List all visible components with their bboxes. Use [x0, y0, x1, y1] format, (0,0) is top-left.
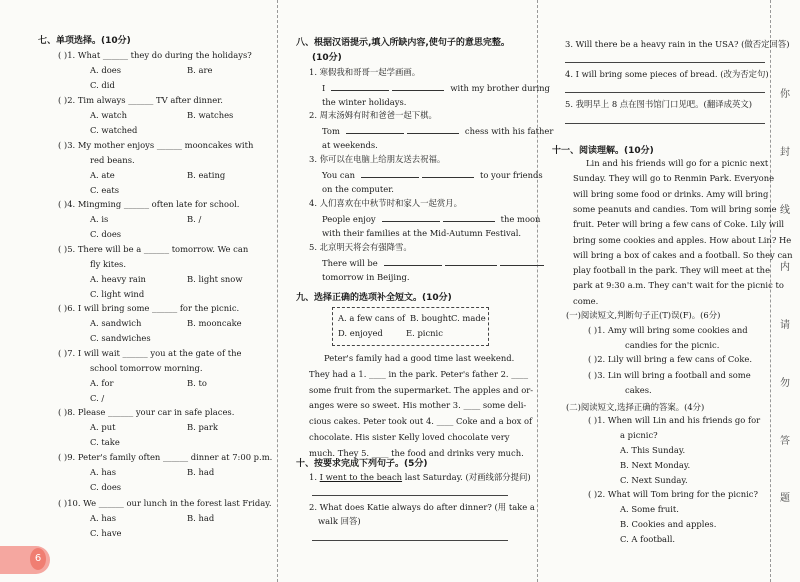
s8-chinese-prompt: 5. 北京明天将会有强降雪。: [309, 242, 412, 252]
s7-option-b: B. mooncake: [187, 318, 242, 328]
s8-fill-line: [322, 82, 550, 93]
s8-fill-prefix: You can: [322, 170, 355, 180]
s7-option-c: C. /: [90, 393, 105, 403]
s7-question-stem: ( )7. I will wait ______ you at the gate of the: [58, 348, 242, 358]
s11-mc-option-b: B. Cookies and apples.: [620, 519, 717, 529]
s7-question-stem: ( )8. Please ______ your car in safe places.: [58, 407, 235, 417]
s8-answer-blank[interactable]: [361, 169, 419, 178]
s7-option-b: B. eating: [187, 170, 226, 180]
s7-option-a: A. put: [90, 422, 116, 432]
s7-option-a: A. sandwich: [90, 318, 142, 328]
s11-passage-line: park at 9:30 a.m. They can't wait for the picnic to: [573, 280, 784, 291]
s8-answer-blank[interactable]: [331, 82, 389, 91]
section8-heading: 八、根据汉语提示,填入所缺内容,使句子的意思完整。: [296, 38, 510, 48]
s7-question-cont: red beans.: [90, 155, 135, 165]
s7-option-a: A. watch: [90, 110, 127, 120]
s10-q1-rest: last Saturday. (对画线部分提问): [404, 472, 531, 482]
s7-option-c: C. have: [90, 528, 122, 538]
s8-fill-line2: tomorrow in Beijing.: [322, 272, 410, 282]
s11-passage-line: will bring some food or drinks. Amy will bring: [573, 188, 769, 199]
s8-chinese-prompt: 1. 寒假我和哥哥一起学画画。: [309, 67, 421, 77]
s11-mc-option-c: C. A football.: [620, 534, 676, 544]
s8-fill-suffix: the moon: [500, 214, 541, 224]
s11-tf-question-cont: candies for the picnic.: [625, 340, 720, 350]
s7-option-b: B. had: [187, 467, 215, 477]
section9-heading: 九、选择正确的选项补全短文。(10分): [296, 293, 452, 303]
s7-option-b: B. park: [187, 422, 218, 432]
s8-fill-line: [322, 257, 550, 268]
s11-mc-option-a: A. Some fruit.: [620, 504, 679, 514]
binding-char: 勿: [780, 378, 790, 389]
s7-question-stem: ( )2. Tim always ______ TV after dinner.: [58, 95, 223, 105]
s8-answer-blank[interactable]: [422, 169, 474, 178]
s11-passage-line: will bring a box of cakes and a football. So they can: [573, 249, 793, 260]
s8-answer-blank[interactable]: [407, 125, 459, 134]
s7-question-stem: ( )6. I will bring some ______ for the picnic.: [58, 303, 240, 313]
option-b: B. bought: [410, 313, 452, 323]
s8-answer-blank[interactable]: [443, 213, 495, 222]
s8-answer-blank[interactable]: [346, 125, 404, 134]
s7-question-cont: school tomorrow morning.: [90, 363, 203, 373]
binding-char: 请: [780, 320, 790, 331]
s11-mc-option-c: C. Next Sunday.: [620, 475, 688, 485]
s8-answer-blank[interactable]: [384, 257, 442, 266]
s7-option-a: A. has: [90, 513, 117, 523]
s8-answer-blank[interactable]: [500, 257, 544, 266]
option-a: A. a few cans of: [338, 313, 406, 323]
s7-option-a: A. heavy rain: [90, 274, 146, 284]
s7-option-c: C. eats: [90, 185, 120, 195]
s8-chinese-prompt: 3. 你可以在电脑上给朋友送去祝福。: [309, 154, 446, 164]
s11-mc-option-a: A. This Sunday.: [620, 445, 686, 455]
s10-q1: [309, 472, 531, 482]
s10-q4-answer-line[interactable]: [565, 92, 765, 93]
binding-char: 题: [780, 493, 790, 504]
column-divider-1: [277, 0, 278, 582]
section10-heading: 十、按要求完成下列句子。(5分): [296, 459, 428, 469]
s7-question-stem: ( )3. My mother enjoys ______ mooncakes with: [58, 140, 254, 150]
s7-option-a: A. ate: [90, 170, 115, 180]
s10-q3-answer-line[interactable]: [565, 62, 765, 63]
s11-part-a-heading: (一)阅读短文,判断句子正(T)误(F)。(6分): [566, 310, 721, 320]
s7-option-c: C. take: [90, 437, 120, 447]
s11-tf-question: ( )1. Amy will bring some cookies and: [588, 325, 748, 335]
s7-option-c: C. light wind: [90, 289, 145, 299]
s11-passage-line: fruit. Peter will bring a few cans of Coke. Lily will: [573, 219, 785, 230]
s7-question-stem: ( )10. We ______ our lunch in the forest last Friday.: [58, 498, 272, 508]
s10-q1-number: 1.: [309, 472, 317, 482]
s8-fill-prefix: People enjoy: [322, 214, 376, 224]
s8-chinese-prompt: 4. 人们喜欢在中秋节时和家人一起赏月。: [309, 198, 463, 208]
s8-fill-line2: on the computer.: [322, 184, 394, 194]
s8-fill-suffix: to your friends: [479, 170, 543, 180]
s7-option-b: B. /: [187, 214, 202, 224]
binding-char: 线: [780, 205, 790, 216]
s7-option-a: A. does: [90, 65, 122, 75]
s7-option-a: A. is: [90, 214, 109, 224]
s10-q1-answer-line[interactable]: [312, 495, 508, 496]
s9-passage-line: chocolate. His sister Kelly loved chocolate very: [309, 432, 510, 442]
s8-fill-line2: the winter holidays.: [322, 97, 407, 107]
s11-passage-line: some peanuts and candies. Tom will bring some: [573, 203, 777, 214]
s7-option-c: C. sandwiches: [90, 333, 151, 343]
s11-passage-line: Sunday. They will go to Renmin Park. Everyone: [573, 173, 775, 184]
s9-passage-line: Peter's family had a good time last weekend.: [324, 353, 515, 363]
s8-fill-suffix: chess with his father: [464, 126, 554, 136]
s11-mc-option-b: B. Next Monday.: [620, 460, 691, 470]
s11-tf-question: ( )2. Lily will bring a few cans of Coke.: [588, 354, 753, 364]
s8-chinese-prompt: 2. 周末汤姆有时和爸爸一起下棋。: [309, 110, 437, 120]
s11-passage-line: come.: [573, 295, 599, 306]
s7-option-c: C. does: [90, 482, 122, 492]
s10-q4: 4. I will bring some pieces of bread. (改为否定句): [565, 69, 769, 79]
s11-passage-line: Lin and his friends will go for a picnic next: [586, 158, 769, 168]
s7-option-b: B. had: [187, 513, 215, 523]
s9-passage-line: anges were so sweet. His mother 3. ____ some deli-: [309, 400, 527, 411]
option-d: D. enjoyed: [338, 328, 383, 338]
s8-answer-blank[interactable]: [392, 82, 444, 91]
section8-points: (10分): [312, 53, 342, 63]
s10-q2-line1: 2. What does Katie always do after dinner? (用 take a: [309, 502, 535, 512]
s8-fill-prefix: There will be: [322, 258, 378, 268]
s7-option-c: C. watched: [90, 125, 138, 135]
s7-option-b: B. watches: [187, 110, 234, 120]
section7-heading: 七、单项选择。(10分): [38, 36, 131, 46]
s7-question-stem: ( )1. What ______ they do during the holidays?: [58, 50, 252, 60]
option-e: E. picnic: [406, 328, 443, 338]
s11-passage-line: bring some cookies and apples. How about Lin? He: [573, 234, 792, 245]
s8-fill-suffix: with my brother during: [450, 83, 550, 93]
s7-question-stem: ( )4. Mingming ______ often late for school.: [58, 199, 240, 209]
s11-mc-question: ( )2. What will Tom bring for the picnic?: [588, 489, 758, 499]
section11-heading: 十一、阅读理解。(10分): [552, 146, 654, 156]
s7-option-c: C. did: [90, 80, 115, 90]
s7-option-b: B. to: [187, 378, 207, 388]
s11-tf-question: ( )3. Lin will bring a football and some: [588, 370, 751, 380]
s10-q3: 3. Will there be a heavy rain in the USA? (做否定回答): [565, 39, 790, 49]
s10-q1-underlined: I went to the beach: [319, 472, 403, 482]
s10-q2-line2: walk 回答): [318, 516, 361, 526]
s11-mc-question-cont: a picnic?: [620, 430, 658, 440]
binding-char: 内: [780, 262, 790, 273]
s7-option-a: A. for: [90, 378, 114, 388]
binding-char: 封: [780, 147, 790, 158]
s8-fill-line2: at weekends.: [322, 140, 378, 150]
s7-question-stem: ( )9. Peter's family often ______ dinner at 7:00 p.m.: [58, 452, 273, 462]
s10-q2-answer-line[interactable]: [312, 540, 508, 541]
s7-option-c: C. does: [90, 229, 122, 239]
s8-fill-line2: with their families at the Mid-Autumn Festival.: [322, 228, 522, 238]
option-c: C. made: [451, 313, 486, 323]
s10-q5-answer-line[interactable]: [565, 123, 765, 124]
s11-tf-question-cont: cakes.: [625, 385, 652, 395]
s9-passage-line: They had a 1. ____ in the park. Peter's father 2. ____: [309, 368, 529, 379]
s8-answer-blank[interactable]: [382, 213, 440, 222]
s8-fill-prefix: Tom: [322, 126, 340, 136]
s8-answer-blank[interactable]: [445, 257, 497, 266]
s9-passage-line: much. They 5. ____ the food and drinks very much.: [309, 447, 524, 458]
s7-question-cont: fly kites.: [90, 259, 127, 269]
binding-line: [770, 0, 771, 582]
s11-mc-question: ( )1. When will Lin and his friends go for: [588, 415, 761, 425]
s8-fill-line: [322, 213, 540, 224]
s11-passage-line: play football in the park. They will meet at the: [573, 265, 771, 276]
binding-char: 你: [780, 89, 790, 100]
s9-passage-line: some fruit from the supermarket. The apples and or-: [309, 384, 534, 395]
s9-passage-line: cious cakes. Peter took out 4. ____ Coke and a box of: [309, 416, 533, 427]
s7-option-b: B. are: [187, 65, 213, 75]
s11-part-b-heading: (二)阅读短文,选择正确的答案。(4分): [566, 402, 705, 412]
s7-option-b: B. light snow: [187, 274, 243, 284]
binding-char: 答: [780, 436, 790, 447]
s8-fill-prefix: I: [322, 83, 326, 93]
s8-fill-line: [322, 169, 543, 180]
s7-option-a: A. has: [90, 467, 117, 477]
s8-fill-line: [322, 125, 553, 136]
page-number: 6: [30, 548, 46, 570]
s7-question-stem: ( )5. There will be a ______ tomorrow. We can: [58, 244, 249, 254]
s10-q5: 5. 我明早上 8 点在图书馆门口见吧。(翻译成英文): [565, 99, 752, 109]
